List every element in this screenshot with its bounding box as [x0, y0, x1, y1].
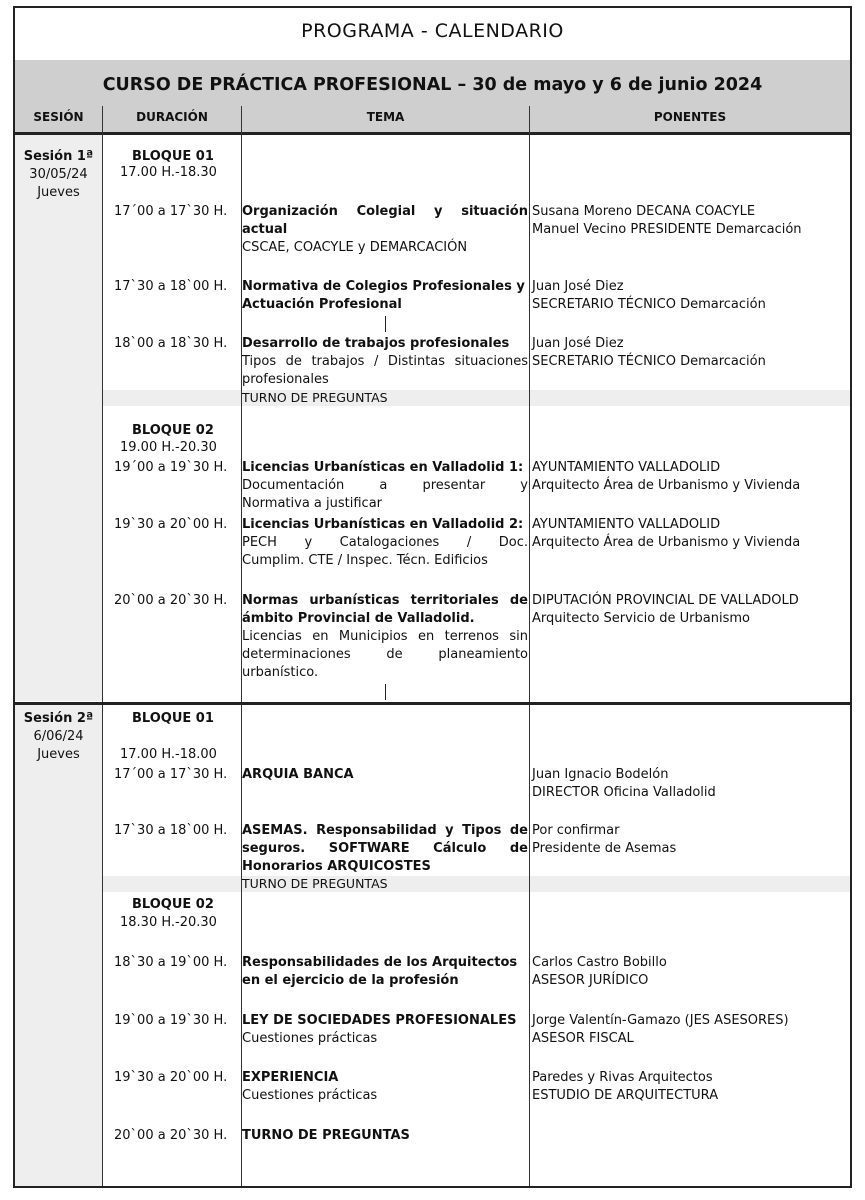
column-header-speakers: PONENTES	[653, 110, 727, 124]
speaker-line: SECRETARIO TÉCNICO Demarcación	[532, 297, 766, 312]
topic-detail: Tipos de trabajos / Distintas situaciones profesionales	[242, 354, 528, 387]
topic-title: Licencias Urbanísticas en Valladolid 1:	[242, 460, 524, 475]
time-slot: 20`00 a 20`30 H.	[114, 1128, 228, 1143]
block-range: 19.00 H.-20.30	[120, 440, 217, 455]
questions-label: TURNO DE PREGUNTAS	[242, 876, 388, 891]
time-slot: 19´00 a 19`30 H.	[114, 460, 228, 475]
speaker-line: Juan Ignacio Bodelón	[532, 767, 669, 782]
speaker-line: Arquitecto Área de Urbanismo y Vivienda	[532, 478, 801, 493]
block-title: BLOQUE 02	[132, 897, 214, 912]
session-date: 30/05/24	[29, 167, 88, 182]
time-slot: 17´00 a 17`30 H.	[114, 767, 228, 782]
speaker-line: ESTUDIO DE ARQUITECTURA	[532, 1088, 719, 1103]
session2-info	[15, 710, 102, 764]
topic-title: Responsabilidades de los Arquitectos	[242, 955, 518, 970]
block-title: BLOQUE 01	[132, 149, 214, 164]
session-day: Jueves	[37, 747, 80, 762]
column-header-topic: TEMA	[366, 110, 405, 124]
questions-label: TURNO DE PREGUNTAS	[242, 390, 388, 405]
column-divider	[102, 106, 103, 1186]
speaker-line: DIPUTACIÓN PROVINCIAL DE VALLADOLD	[532, 593, 799, 608]
session1-info	[15, 148, 102, 202]
topic-title: Desarrollo de trabajos profesionales	[242, 336, 510, 351]
topic-detail: PECH y Catalogaciones / Doc. Cumplim. CTE / Inspec. Técn. Edificios	[242, 535, 528, 568]
speaker-line: DIRECTOR Oficina Valladolid	[532, 785, 716, 800]
time-slot: 19`30 a 20`00 H.	[114, 517, 228, 532]
column-header-row	[15, 106, 850, 135]
speaker-line: Manuel Vecino PRESIDENTE Demarcación	[532, 222, 802, 237]
speaker-line: Jorge Valentín-Gamazo (JES ASESORES)	[532, 1013, 789, 1028]
block-range: 18.30 H.-20.30	[120, 915, 217, 930]
divider-tick	[385, 684, 386, 700]
speaker-line: Arquitecto Servicio de Urbanismo	[532, 611, 750, 626]
topic-detail: Documentación a presentar y Normativa a justificar	[242, 478, 528, 511]
speaker-line: SECRETARIO TÉCNICO Demarcación	[532, 354, 766, 369]
topic-title: LEY DE SOCIEDADES PROFESIONALES	[242, 1013, 517, 1028]
session-day: Jueves	[37, 185, 80, 200]
session2-column-shade	[15, 705, 102, 1186]
block-title: BLOQUE 01	[132, 711, 214, 726]
speaker-line: ASESOR FISCAL	[532, 1031, 634, 1046]
speaker-line: AYUNTAMIENTO VALLADOLID	[532, 460, 721, 475]
document-title: PROGRAMA - CALENDARIO	[15, 8, 850, 62]
questions-row-shade	[103, 876, 850, 892]
session-label: Sesión 1ª	[23, 149, 94, 164]
topic-title: ARQUIA BANCA	[242, 767, 354, 782]
speaker-line: AYUNTAMIENTO VALLADOLID	[532, 517, 721, 532]
time-slot: 18`00 a 18`30 H.	[114, 336, 228, 351]
divider-tick	[385, 316, 386, 332]
session-separator	[15, 702, 850, 705]
time-slot: 19`00 a 19`30 H.	[114, 1013, 228, 1028]
time-slot: 17`30 a 18`00 H.	[114, 823, 228, 838]
speaker-line: Juan José Diez	[532, 336, 624, 351]
speaker-line: Arquitecto Área de Urbanismo y Vivienda	[532, 535, 801, 550]
topic-title: en el ejercicio de la profesión	[242, 973, 459, 988]
column-header-session: SESIÓN	[33, 110, 84, 124]
topic-title: Normativa de Colegios Profesionales y	[242, 279, 525, 294]
column-divider	[529, 106, 530, 1186]
time-slot: 19`30 a 20`00 H.	[114, 1070, 228, 1085]
speaker-line: Paredes y Rivas Arquitectos	[532, 1070, 713, 1085]
column-header-duration: DURACIÓN	[136, 110, 208, 124]
session-label: Sesión 2ª	[23, 711, 94, 726]
block-title: BLOQUE 02	[132, 423, 214, 438]
topic-detail: Cuestiones prácticas	[242, 1088, 378, 1103]
topic-title: Licencias Urbanísticas en Valladolid 2:	[242, 517, 524, 532]
program-table	[13, 6, 852, 1188]
time-slot: 17´00 a 17`30 H.	[114, 204, 228, 219]
topic-title: ASEMAS. Responsabilidad y Tipos de seguros. SOFTWARE Cálculo de Honorarios ARQUICOSTES	[242, 823, 528, 874]
topic-detail: Cuestiones prácticas	[242, 1031, 378, 1046]
time-slot: 20`00 a 20`30 H.	[114, 593, 228, 608]
questions-row-shade	[103, 390, 850, 406]
session-date: 6/06/24	[33, 729, 84, 744]
speaker-line: ASESOR JURÍDICO	[532, 973, 649, 988]
topic-title: Organización Colegial y situación actual	[242, 204, 528, 237]
course-title: CURSO DE PRÁCTICA PROFESIONAL – 30 de mayo y 6 de junio 2024	[15, 60, 850, 108]
topic-detail: Licencias en Municipios en terrenos sin determinaciones de planeamiento urbanístico.	[242, 629, 528, 680]
block-range: 17.00 H.-18.00	[120, 747, 217, 762]
speaker-line: Presidente de Asemas	[532, 841, 677, 856]
topic-title: Actuación Profesional	[242, 297, 402, 312]
speaker-line: Susana Moreno DECANA COACYLE	[532, 204, 756, 219]
speaker-line: Por confirmar	[532, 823, 620, 838]
block-range: 17.00 H.-18.30	[120, 165, 217, 180]
topic-title: EXPERIENCIA	[242, 1070, 339, 1085]
time-slot: 18`30 a 19`00 H.	[114, 955, 228, 970]
time-slot: 17`30 a 18`00 H.	[114, 279, 228, 294]
topic-title: Normas urbanísticas territoriales de ámbito Provincial de Valladolid.	[242, 593, 528, 626]
session1-column-shade	[15, 135, 102, 701]
topic-detail: CSCAE, COACYLE y DEMARCACIÓN	[242, 240, 468, 255]
speaker-line: Carlos Castro Bobillo	[532, 955, 667, 970]
topic-title: TURNO DE PREGUNTAS	[242, 1128, 410, 1143]
speaker-line: Juan José Diez	[532, 279, 624, 294]
